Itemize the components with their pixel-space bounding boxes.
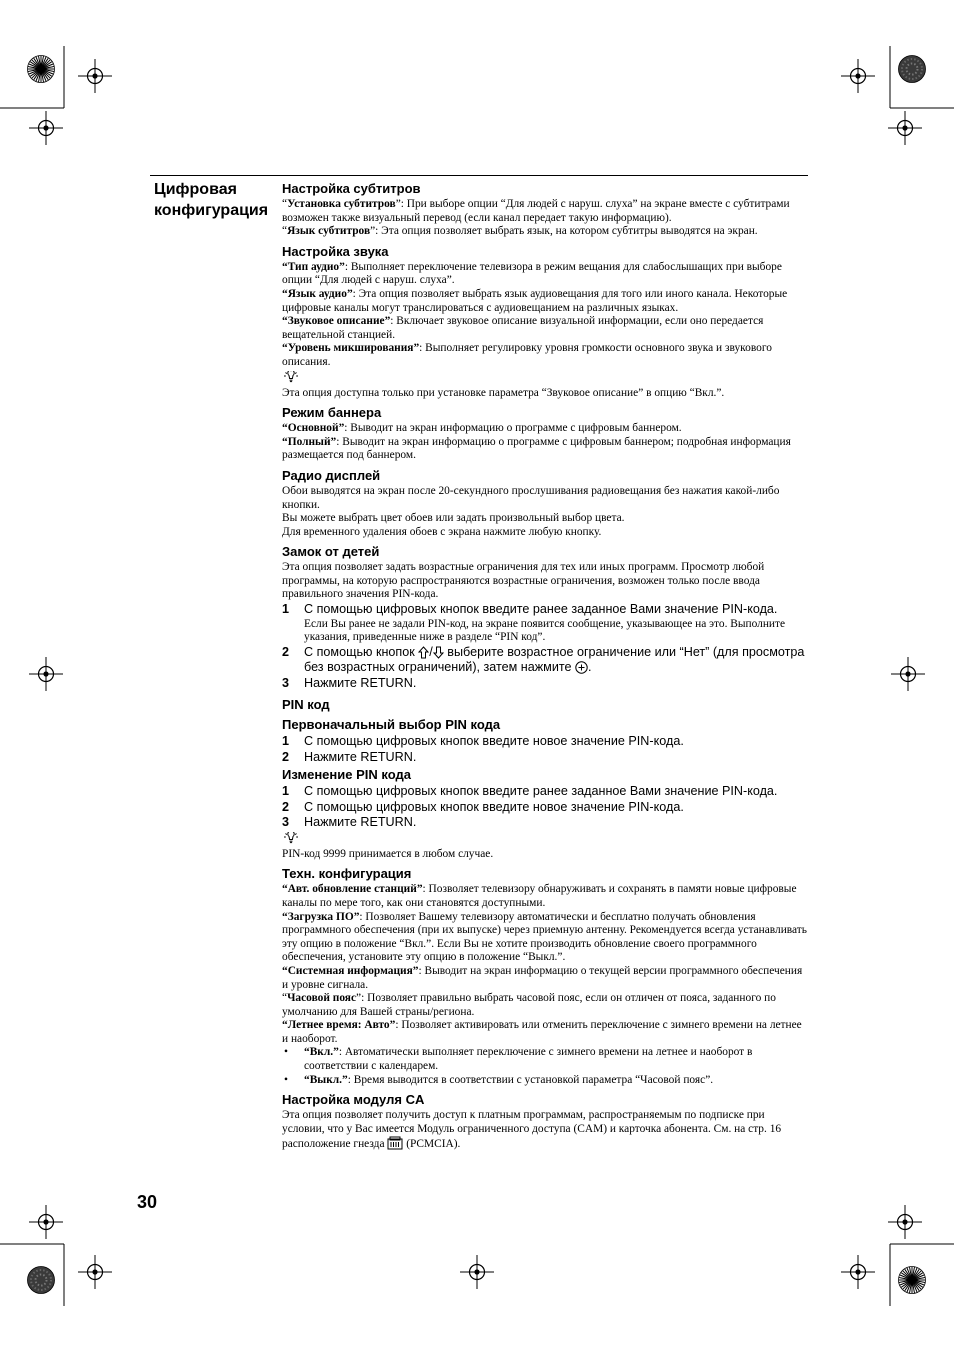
pin-code-heading: PIN код bbox=[282, 697, 330, 713]
pin-change-heading: Изменение PIN кода bbox=[282, 767, 411, 783]
pin-initial-step-1 bbox=[282, 734, 808, 750]
child-lock-steps bbox=[282, 602, 808, 691]
ca-module-heading: Настройка модуля CA bbox=[282, 1092, 425, 1108]
pin-tip-text: PIN-код 9999 принимается в любом случае. bbox=[282, 847, 494, 860]
child-lock-heading: Замок от детей bbox=[282, 544, 380, 560]
step-text: С помощью цифровых кнопок введите новое значение PIN-кода. bbox=[304, 734, 684, 749]
mix-level-term: Уровень микширования bbox=[287, 342, 414, 355]
time-zone-paragraph: “Часовой пояс”: Позволяет правильно выбрать часовой пояс, если он отличен от пояса, заданного по умолчанию для Вашей страны/региона. bbox=[282, 992, 776, 1018]
tip-icon bbox=[282, 371, 300, 387]
software-download-paragraph: “Загрузка ПО”: Позволяет Вашему телевизору автоматически и бесплатно получать обновления программного обеспечения (при их выпуске) через приемную антенну. Рекомендуется всегда устанавливать эту опцию в положение “Вкл.”. Если Вы не хотите производить обновление своего программного обеспечения, установите эту опцию в положение “Выкл.”. bbox=[282, 910, 807, 964]
audio-description-term: Звуковое описание bbox=[287, 315, 385, 328]
banner-full-text: : Выводит на экран информацию о программе с цифровым баннером; подробная информация размещается под баннером. bbox=[282, 435, 791, 462]
banner-full-paragraph: “Полный”: Выводит на экран информацию о программе с цифровым баннером; подробная информация размещается под баннером. bbox=[282, 435, 791, 462]
system-info-text: : Выводит на экран информацию о текущей версии программного обеспечения и уровне сигнала. bbox=[282, 964, 803, 991]
arrow-down-icon bbox=[433, 646, 444, 659]
sound-tip-text: Эта опция доступна только при установке параметра “Звуковое описание” в опцию “Вкл.”. bbox=[282, 386, 725, 399]
banner-full-term: Полный bbox=[287, 435, 331, 448]
pcmcia-slot-icon bbox=[387, 1136, 403, 1150]
radio-display-paragraph-3: Для временного удаления обоев с экрана нажмите любую кнопку. bbox=[282, 525, 602, 538]
subtitle-language-term: Язык субтитров bbox=[287, 225, 371, 238]
pin-code-section bbox=[282, 697, 808, 861]
audio-description-paragraph: “Звуковое описание”: Включает звуковое описание визуальной информации, если оно передается вещательной станцией. bbox=[282, 315, 764, 341]
bullet-on-text: : Автоматически выполняет переключение с зимнего времени на летнее и наоборот в соответствии с календарем. bbox=[304, 1046, 753, 1073]
system-info-term: Системная информация bbox=[287, 964, 413, 977]
section-divider-line bbox=[150, 175, 808, 176]
subtitle-language-text: : Эта опция позволяет выбрать язык, на котором субтитры выводятся на экран. bbox=[375, 225, 758, 238]
banner-basic-paragraph: “Основной”: Выводит на экран информацию о программе с цифровым баннером. bbox=[282, 422, 682, 435]
pin-change-step-2 bbox=[282, 800, 808, 816]
subtitle-settings-section bbox=[282, 181, 808, 239]
time-zone-term: Часовой пояс bbox=[287, 992, 357, 1005]
audio-language-text: : Эта опция позволяет выбрать язык аудиовещания для того или иного канала. Некоторые цифровые каналы могут транслироваться с аудиовещанием на различных языках. bbox=[282, 287, 788, 314]
auto-update-paragraph: “Авт. обновление станций”: Позволяет телевизору обнаруживать и сохранять в памяти новые цифровые каналы по мере того, как они становятся доступными. bbox=[282, 883, 797, 909]
banner-mode-section bbox=[282, 405, 808, 463]
page-number: 30 bbox=[137, 1192, 158, 1212]
radio-display-heading: Радио дисплей bbox=[282, 467, 381, 483]
step-text: С помощью цифровых кнопок введите ранее заданное Вами значение PIN-кода. bbox=[304, 602, 778, 617]
bullet-dot: • bbox=[284, 1046, 288, 1059]
audio-description-text: : Включает звуковое описание визуальной информации, если оно передается вещательной станцией. bbox=[282, 315, 764, 341]
step-slash: / bbox=[429, 644, 433, 659]
step-number: 3 bbox=[282, 675, 290, 690]
daylight-saving-text: : Позволяет активировать или отменить переключение с зимнего времени на летнее и наоборот. bbox=[282, 1019, 802, 1045]
audio-type-paragraph: “Тип аудио”: Выполняет переключение телевизора в режим вещания для слабослышащих при выборе опции “Для людей с наруш. слуха”. bbox=[282, 260, 782, 287]
child-lock-section bbox=[282, 544, 808, 691]
daylight-saving-term: Летнее время: Авто bbox=[287, 1019, 390, 1032]
step-note: Если Вы ранее не задали PIN-код, на экране появится сообщение, указывающее на это. Выполните указания, приведенные ниже в разделе “PIN код”. bbox=[304, 617, 786, 644]
tip-icon bbox=[282, 832, 300, 848]
bullet-on-term: Вкл. bbox=[309, 1046, 334, 1059]
pin-initial-step-2 bbox=[282, 750, 808, 766]
radio-display-section bbox=[282, 468, 808, 539]
ca-module-paragraph bbox=[282, 1109, 808, 1152]
step-number: 2 bbox=[282, 799, 290, 814]
ca-module-section bbox=[282, 1092, 808, 1152]
main-content bbox=[282, 181, 808, 1152]
ca-module-text-b: (PCMCIA). bbox=[406, 1138, 461, 1151]
step-end: . bbox=[588, 660, 592, 675]
step-number: 3 bbox=[282, 815, 290, 830]
step-number: 1 bbox=[282, 602, 290, 617]
subtitle-setup-text: : При выборе опции “Для людей с наруш. слуха” на экране вместе с субтитрами возможен также визуальный перевод (если канал передает такую информацию). bbox=[282, 198, 790, 224]
child-lock-step-2 bbox=[282, 645, 808, 676]
radio-display-paragraph-1: Обои выводятся на экран после 20-секундного прослушивания радиовещания без нажатия какой-либо кнопки. bbox=[282, 484, 780, 511]
child-lock-step-1 bbox=[282, 602, 808, 645]
step-number: 1 bbox=[282, 734, 290, 749]
time-zone-text: : Позволяет правильно выбрать часовой пояс, если он отличен от пояса, заданного по умолчанию для Вашей страны/региона. bbox=[282, 992, 776, 1018]
audio-type-term: Тип аудио bbox=[287, 260, 340, 273]
banner-basic-term: Основной bbox=[287, 422, 339, 435]
step-text: С помощью цифровых кнопок введите новое значение PIN-кода. bbox=[304, 799, 684, 814]
bullet-item-off: • “Выкл.”: Время выводится в соответствии с установкой параметра “Часовой пояс”. bbox=[284, 1073, 714, 1086]
bullet-off-text: : Время выводится в соответствии с установкой параметра “Часовой пояс”. bbox=[347, 1073, 714, 1086]
step-text-a: С помощью кнопок bbox=[304, 644, 415, 659]
step-number: 2 bbox=[282, 644, 290, 659]
mix-level-text: : Выполняет регулировку уровня громкости основного звука и звукового описания. bbox=[282, 342, 772, 368]
step-text: Нажмите RETURN. bbox=[304, 815, 417, 830]
banner-mode-heading: Режим баннера bbox=[282, 405, 382, 421]
step-number: 2 bbox=[282, 749, 290, 764]
bullet-off-term: Выкл. bbox=[309, 1073, 342, 1086]
step-number: 1 bbox=[282, 784, 290, 799]
subtitle-setup-paragraph: “Установка субтитров”: При выборе опции “Для людей с наруш. слуха” на экране вместе с субтитрами возможен также визуальный перевод (если канал передает такую информацию). bbox=[282, 198, 790, 224]
subtitle-language-paragraph: “Язык субтитров”: Эта опция позволяет выбрать язык, на котором субтитры выводятся на экран. bbox=[282, 225, 758, 238]
tech-config-section bbox=[282, 866, 808, 1087]
mix-level-paragraph: “Уровень микширования”: Выполняет регулировку уровня громкости основного звука и звукового описания. bbox=[282, 342, 772, 368]
radio-display-paragraph-2: Вы можете выбрать цвет обоев или задать произвольный выбор цвета. bbox=[282, 512, 625, 525]
pin-initial-steps bbox=[282, 734, 808, 765]
step-text: С помощью цифровых кнопок введите ранее заданное Вами значение PIN-кода. bbox=[304, 784, 778, 799]
software-download-term: Загрузка ПО bbox=[287, 910, 354, 923]
audio-language-paragraph: “Язык аудио”: Эта опция позволяет выбрать язык аудиовещания для того или иного канала. Некоторые цифровые каналы могут транслироваться с аудиовещанием на различных языках. bbox=[282, 287, 788, 314]
bullet-dot: • bbox=[284, 1073, 288, 1086]
step-text: Нажмите RETURN. bbox=[304, 749, 417, 764]
section-title: Цифровая конфигурация bbox=[154, 181, 269, 219]
tech-config-heading: Техн. конфигурация bbox=[282, 866, 412, 882]
subtitle-setup-term: Установка субтитров bbox=[287, 198, 396, 210]
bullet-item-on: • “Вкл.”: Автоматически выполняет переключение с зимнего времени на летнее и наоборот в соответствии с календарем. bbox=[284, 1046, 753, 1073]
banner-basic-text: : Выводит на экран информацию о программе с цифровым баннером. bbox=[344, 422, 682, 435]
arrow-up-icon bbox=[418, 646, 429, 659]
auto-update-term: Авт. обновление станций bbox=[287, 883, 417, 896]
software-download-text: : Позволяет Вашему телевизору автоматически и бесплатно получать обновления программного обеспечения (при их выпуске) через приемную антенну. Рекомендуется всегда устанавливать эту опцию в положение “Вкл.”. Если Вы не хотите производить обновление своего программного обеспечения, установите эту опцию в положение “Выкл.”. bbox=[282, 910, 807, 964]
pin-change-steps bbox=[282, 784, 808, 831]
pin-initial-heading: Первоначальный выбор PIN кода bbox=[282, 717, 501, 733]
pin-change-step-3 bbox=[282, 815, 808, 831]
child-lock-intro: Эта опция позволяет задать возрастные ограничения для тех или иных программ. Просмотр любой программы, на которую распространяются возрастные ограничения, возможен только после ввода правильного значения PIN-кода. bbox=[282, 561, 765, 601]
pin-change-step-1 bbox=[282, 784, 808, 800]
system-info-paragraph: “Системная информация”: Выводит на экран информацию о текущей версии программного обеспечения и уровне сигнала. bbox=[282, 964, 803, 991]
step-text: Нажмите RETURN. bbox=[304, 675, 417, 690]
daylight-saving-paragraph: “Летнее время: Авто”: Позволяет активировать или отменить переключение с зимнего времени на летнее и наоборот. bbox=[282, 1019, 802, 1045]
enter-button-icon bbox=[575, 661, 588, 674]
sound-settings-heading: Настройка звука bbox=[282, 243, 389, 259]
step-text-b: выберите возрастное ограничение или “Нет” (для просмотра без возрастных ограничений), затем нажмите bbox=[304, 644, 805, 675]
audio-language-term: Язык аудио bbox=[287, 287, 347, 300]
child-lock-step-3 bbox=[282, 676, 808, 692]
ca-module-text-a: Эта опция позволяет получить доступ к платным программам, распространяемым по подписке при условии, что у Вас имеется Модуль ограниченного доступа (CAM) и карточка абонента. См. на стр. 16 расположение гнезда bbox=[282, 1109, 782, 1151]
auto-update-text: : Позволяет телевизору обнаруживать и сохранять в памяти новые цифровые каналы по мере того, как они становятся доступными. bbox=[282, 883, 797, 909]
sound-settings-section bbox=[282, 244, 808, 400]
subtitle-settings-heading: Настройка субтитров bbox=[282, 181, 421, 196]
audio-type-text: : Выполняет переключение телевизора в режим вещания для слабослышащих при выборе опции “Для людей с наруш. слуха”. bbox=[282, 260, 782, 287]
